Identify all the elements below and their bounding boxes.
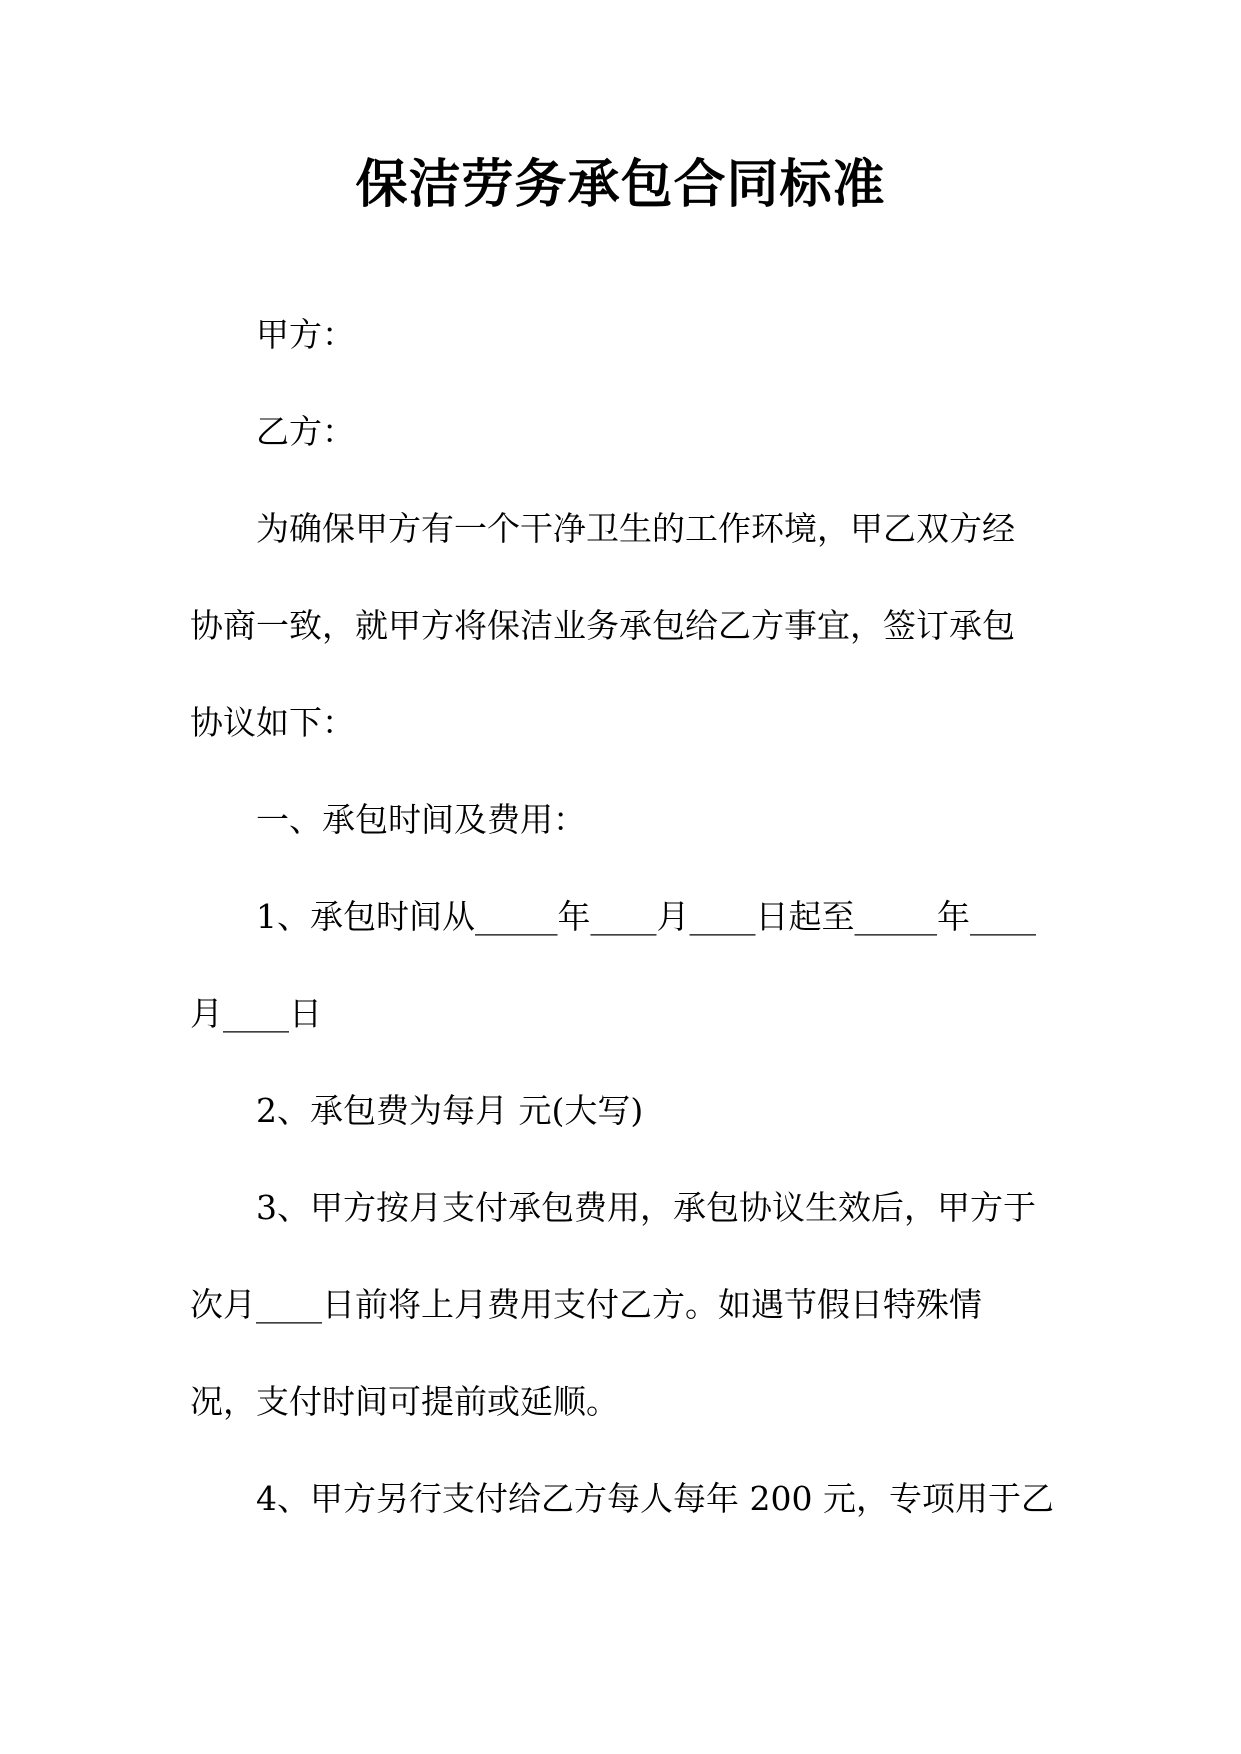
clause-2-line-1: 2、承包费为每月 元(大写) [256,1091,644,1130]
clause-1-line-2: 月____日 [190,994,322,1033]
clause-3-line-3: 况，支付时间可提前或延顺。 [190,1382,619,1421]
intro-paragraph-line-2: 协商一致，就甲方将保洁业务承包给乙方事宜，签订承包 [190,606,1015,645]
clause-1-line-1: 1、承包时间从_____年____月____日起至_____年____ [256,897,1036,936]
intro-paragraph-line-1: 为确保甲方有一个干净卫生的工作环境，甲乙双方经 [256,509,1015,548]
section-heading-1: 一、承包时间及费用： [256,800,586,839]
clause-3-line-1: 3、甲方按月支付承包费用，承包协议生效后，甲方于 [256,1188,1036,1227]
party-b-line: 乙方： [256,412,355,451]
document-title: 保洁劳务承包合同标准 [355,154,886,215]
party-a-line: 甲方： [256,315,355,354]
intro-paragraph-line-3: 协议如下： [190,703,355,742]
clause-3-line-2: 次月____日前将上月费用支付乙方。如遇节假日特殊情 [190,1285,982,1324]
clause-4-line-1: 4、甲方另行支付给乙方每人每年 200 元，专项用于乙 [256,1479,1054,1518]
